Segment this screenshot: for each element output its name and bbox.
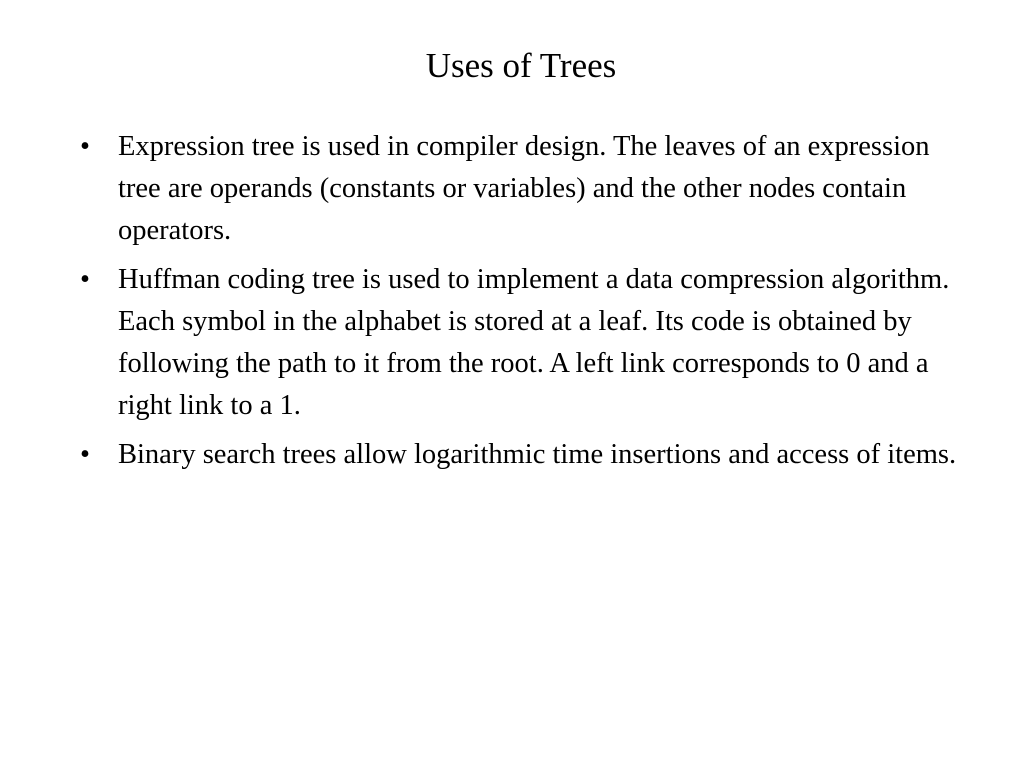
bullet-list [75, 126, 975, 483]
bullet-icon: • [80, 131, 90, 162]
bullet-text: Binary search trees allow logarithmic time insertions and access of items. [118, 439, 957, 470]
bullet-item-huffman-tree [75, 259, 975, 427]
bullet-text: Huffman coding tree is used to implement a data compression algorithm. Each symbol in the alphabet is stored at a leaf. Its code is obtained by following the path to it from the root. A left link corresponds to 0 and a right link to a 1. [118, 264, 950, 421]
bullet-item-expression-tree [75, 126, 975, 252]
bullet-item-binary-search-tree [75, 434, 975, 476]
slide-title: Uses of Trees [425, 46, 617, 85]
bullet-icon: • [80, 264, 90, 295]
bullet-icon: • [80, 439, 90, 470]
bullet-text: Expression tree is used in compiler design. The leaves of an expression tree are operands (constants or variables) and the other nodes contain operators. [118, 131, 930, 246]
